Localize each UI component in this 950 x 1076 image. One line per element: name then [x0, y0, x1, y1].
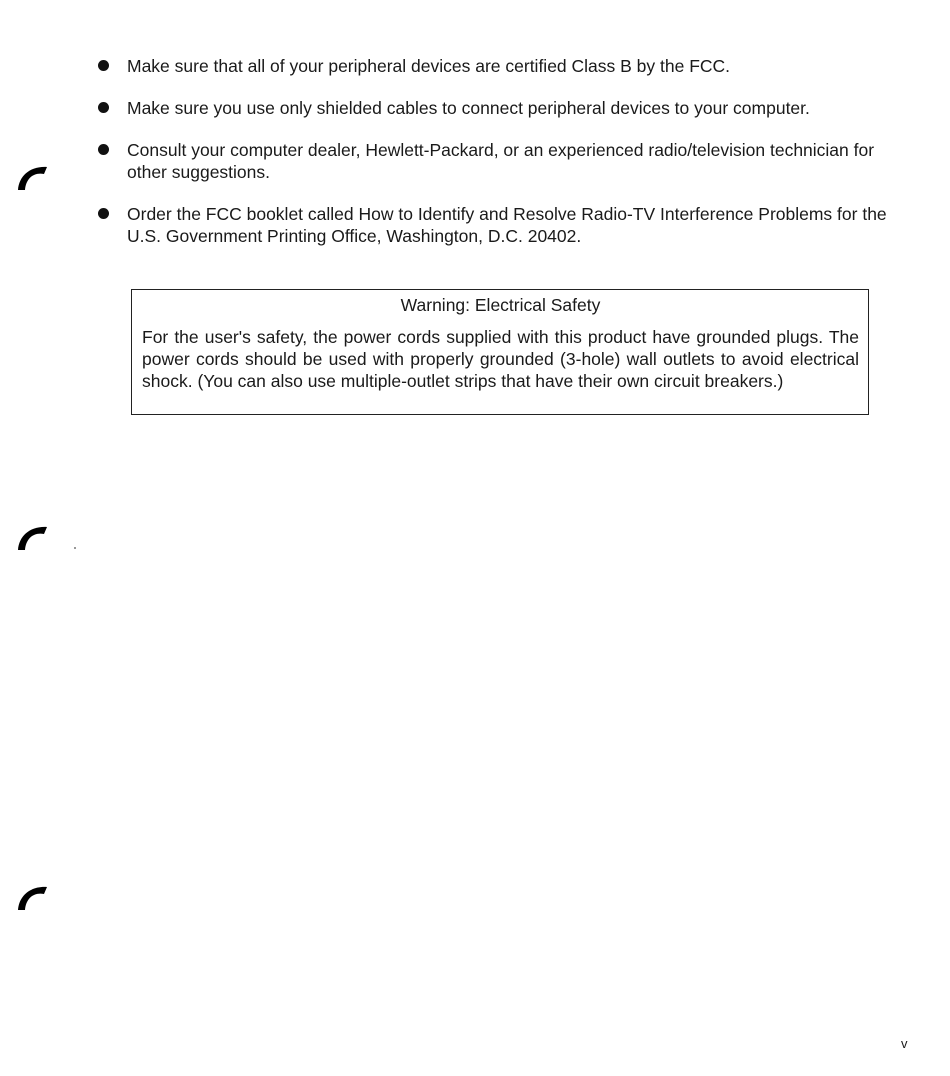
warning-box — [131, 289, 869, 415]
warning-body: For the user's safety, the power cords supplied with this product have grounded plugs. The power cords should be used with properly grounded (3-hole) wall outlets to avoid electrical shock. (You can also use multiple-outlet strips that have their own circuit breakers.) — [142, 327, 859, 391]
list-item — [96, 203, 902, 247]
page-number: v — [901, 1036, 908, 1051]
bullet-icon — [98, 102, 109, 113]
list-item — [96, 139, 902, 183]
binder-hole-mark-2 — [16, 522, 50, 552]
binder-hole-mark-1 — [16, 162, 50, 192]
list-item-text: Consult your computer dealer, Hewlett-Packard, or an experienced radio/television technician for other suggestions. — [127, 140, 875, 182]
bullet-icon — [98, 144, 109, 155]
list-item-text: Make sure you use only shielded cables to connect peripheral devices to your computer. — [127, 98, 810, 118]
warning-title: Warning: Electrical Safety — [400, 295, 601, 315]
binder-hole-mark-3 — [16, 882, 50, 912]
bullet-icon — [98, 60, 109, 71]
list-item-text: Make sure that all of your peripheral devices are certified Class B by the FCC. — [127, 56, 731, 76]
bullet-list — [96, 55, 902, 267]
list-item — [96, 55, 902, 77]
bullet-icon — [98, 208, 109, 219]
scan-speck — [74, 547, 76, 549]
list-item — [96, 97, 902, 119]
list-item-text: Order the FCC booklet called How to Identify and Resolve Radio-TV Interference Problems for the U.S. Government Printing Office, Washington, D.C. 20402. — [127, 204, 887, 246]
